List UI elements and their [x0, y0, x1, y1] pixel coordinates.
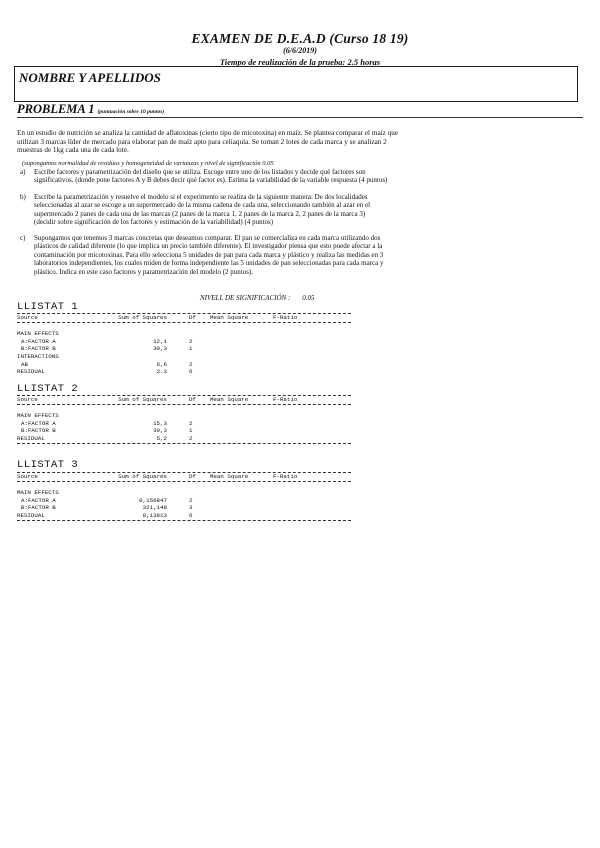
table-header	[17, 396, 351, 404]
problem-title-text: PROBLEMA 1	[17, 102, 95, 116]
cell-source: A:FACTOR A	[21, 337, 56, 345]
header-ms: Mean Square	[210, 473, 249, 480]
cell-df: 2	[189, 496, 193, 504]
exam-title: EXAMEN DE D.E.A.D (Curso 18 19)	[191, 31, 409, 46]
header-ms: Mean Square	[210, 314, 249, 321]
cell-source: RESIDUAL	[17, 511, 45, 519]
question-c	[20, 234, 584, 276]
table-row	[17, 435, 351, 443]
name-label: NOMBRE Y APELLIDOS	[19, 70, 161, 85]
table-row	[17, 353, 351, 361]
problem-points: (puntuación sobre 10 puntos)	[97, 109, 165, 115]
question-line: seleccionadas al azar se escoge a un supermercado de la misma cadena de cada una, seleccionando también al azar en el	[34, 201, 371, 210]
anova-table-1	[17, 313, 351, 376]
table-row	[17, 368, 351, 376]
significance-level	[200, 294, 315, 302]
cell-source: INTERACTIONS	[17, 352, 59, 360]
cell-source: B:FACTOR B	[21, 345, 56, 353]
header-df: Df	[189, 473, 196, 480]
cell-ss: 30,3	[153, 345, 167, 353]
problem-title	[17, 102, 164, 117]
header-ss: Sum of Squares	[118, 396, 167, 403]
question-line: plástico. Indica en este caso factores y parametrización del modelo (2 puntos).	[34, 267, 254, 276]
question-marker: b)	[20, 193, 26, 201]
table-row	[17, 512, 351, 520]
intro-line: muestras de 1kg cada una de cada lote.	[17, 146, 129, 155]
table-row	[17, 338, 351, 346]
cell-ss: 8,13813	[142, 511, 167, 519]
question-line: laboratorios independientes, los cuales miden de forma independiente las 5 unidades de pan seleccionadas para cada marca y	[34, 259, 384, 268]
header-f: F-Ratio	[273, 396, 298, 403]
cell-source: AB	[21, 360, 28, 368]
cell-df: 2	[189, 434, 193, 442]
significance-value: 0.05	[302, 294, 315, 302]
question-line: (decidir sobre significación de los factores y estimación de la variabilidad) (4 puntos)	[34, 218, 274, 227]
cell-source: A:FACTOR A	[21, 496, 56, 504]
header-source: Source	[17, 473, 38, 480]
listat-title: LLISTAT 2	[17, 383, 79, 395]
table-row	[17, 361, 351, 369]
header-f: F-Ratio	[273, 473, 298, 480]
question-line: plásticos de calidad diferente (lo que implica un precio también diferente). El investigador piensa que esto puede afectar a la	[34, 242, 383, 251]
table-row	[17, 489, 351, 497]
table-spacer	[17, 405, 351, 413]
cell-ss: 30,3	[153, 427, 167, 435]
intro-line: En un estudio de nutrición se analiza la cantidad de aflatoxinas (cierto tipo de micotoxina) en maíz. Se plantea comparar el maíz que	[17, 129, 398, 137]
cell-source: B:FACTOR B	[21, 427, 56, 435]
anova-table-3	[17, 472, 351, 521]
intro-line: utilizan 3 marcas líder de mercado para elaborar pan de maíz apto para celiaquía. Se toman 2 lotes de cada marca y se analizan 2	[17, 137, 387, 146]
problem-intro	[17, 129, 583, 155]
problem-underline	[17, 117, 583, 118]
cell-ss: 5,2	[156, 434, 167, 442]
table-header	[17, 473, 351, 481]
table-row	[17, 497, 351, 505]
question-marker: c)	[20, 234, 26, 242]
cell-source: RESIDUAL	[17, 368, 45, 376]
anova-table-2	[17, 395, 351, 444]
question-line: Escribe factores y parametrización del diseño que se utiliza. Escoge entre uno de los listados y decide qué factores son	[34, 168, 366, 176]
cell-df: 6	[189, 368, 193, 376]
cell-df: 2	[189, 337, 193, 345]
cell-ss: 321,148	[142, 504, 167, 512]
table-row	[17, 427, 351, 435]
cell-df: 2	[189, 419, 193, 427]
exam-date: (6/6/2019)	[283, 46, 317, 55]
cell-ss: 12,1	[153, 337, 167, 345]
header-df: Df	[189, 314, 196, 321]
table-rule	[17, 443, 351, 444]
header-source: Source	[17, 396, 38, 403]
listat-title: LLISTAT 1	[17, 301, 79, 313]
cell-source: B:FACTOR B	[21, 504, 56, 512]
table-row	[17, 412, 351, 420]
cell-df: 6	[189, 511, 193, 519]
cell-df: 1	[189, 345, 193, 353]
header-source: Source	[17, 314, 38, 321]
question-line: Escribe la parametrización y resuelve el modelo si el experimento se realiza de la siguiente manera: De dos localidades	[34, 193, 368, 201]
name-box[interactable]	[14, 66, 578, 102]
question-line: supermercado 2 panes de cada una de las marcas (2 panes de la marca 1, 2 panes de la marca 2, 2 panes de la marca 3)	[34, 209, 366, 218]
cell-ss: 0,156847	[139, 496, 167, 504]
cell-source: MAIN EFFECTS	[17, 489, 59, 497]
cell-ss: 6,6	[156, 360, 167, 368]
cell-source: MAIN EFFECTS	[17, 330, 59, 338]
table-header	[17, 314, 351, 322]
cell-source: A:FACTOR A	[21, 419, 56, 427]
cell-source: RESIDUAL	[17, 434, 45, 442]
listat-title: LLISTAT 3	[17, 459, 79, 471]
header-ms: Mean Square	[210, 396, 249, 403]
question-b	[20, 193, 584, 227]
table-rule	[17, 520, 351, 521]
cell-df: 3	[189, 504, 193, 512]
header-df: Df	[189, 396, 196, 403]
question-line: contaminación por micotoxinas. Para ello selecciona 5 unidades de pan para cada marca y plástico y realiza las medidas en 3	[34, 250, 384, 259]
exam-duration: Tiempo de realización de la prueba: 2.5 horas	[219, 57, 381, 67]
significance-label: NIVELL DE SIGNIFICACIÓN :	[200, 294, 291, 302]
cell-df: 2	[189, 360, 193, 368]
table-spacer	[17, 482, 351, 490]
table-row	[17, 330, 351, 338]
table-row	[17, 420, 351, 428]
header-f: F-Ratio	[273, 314, 298, 321]
cell-df: 1	[189, 427, 193, 435]
cell-ss: 15,3	[153, 419, 167, 427]
header-ss: Sum of Squares	[118, 473, 167, 480]
table-row	[17, 504, 351, 512]
cell-ss: 2.3	[156, 368, 167, 376]
question-line: Supongamos que tenemos 3 marcas concretas que deseamos comparar. El pan se comercializa en cada marca utilizando dos	[34, 234, 381, 242]
question-a	[20, 168, 584, 185]
question-line: significativos. (donde pone factores A y B debes decir qué factor es). Estima la variabilidad de la variable respuesta (4 puntos)	[34, 176, 388, 185]
table-spacer	[17, 323, 351, 331]
cell-source: MAIN EFFECTS	[17, 412, 59, 420]
header-ss: Sum of Squares	[118, 314, 167, 321]
question-marker: a)	[20, 168, 26, 176]
table-row	[17, 345, 351, 353]
assumption-note: (supongamos normalidad de residuos y homogeneidad de varianzas y nivel de significación 0.05	[22, 160, 274, 167]
